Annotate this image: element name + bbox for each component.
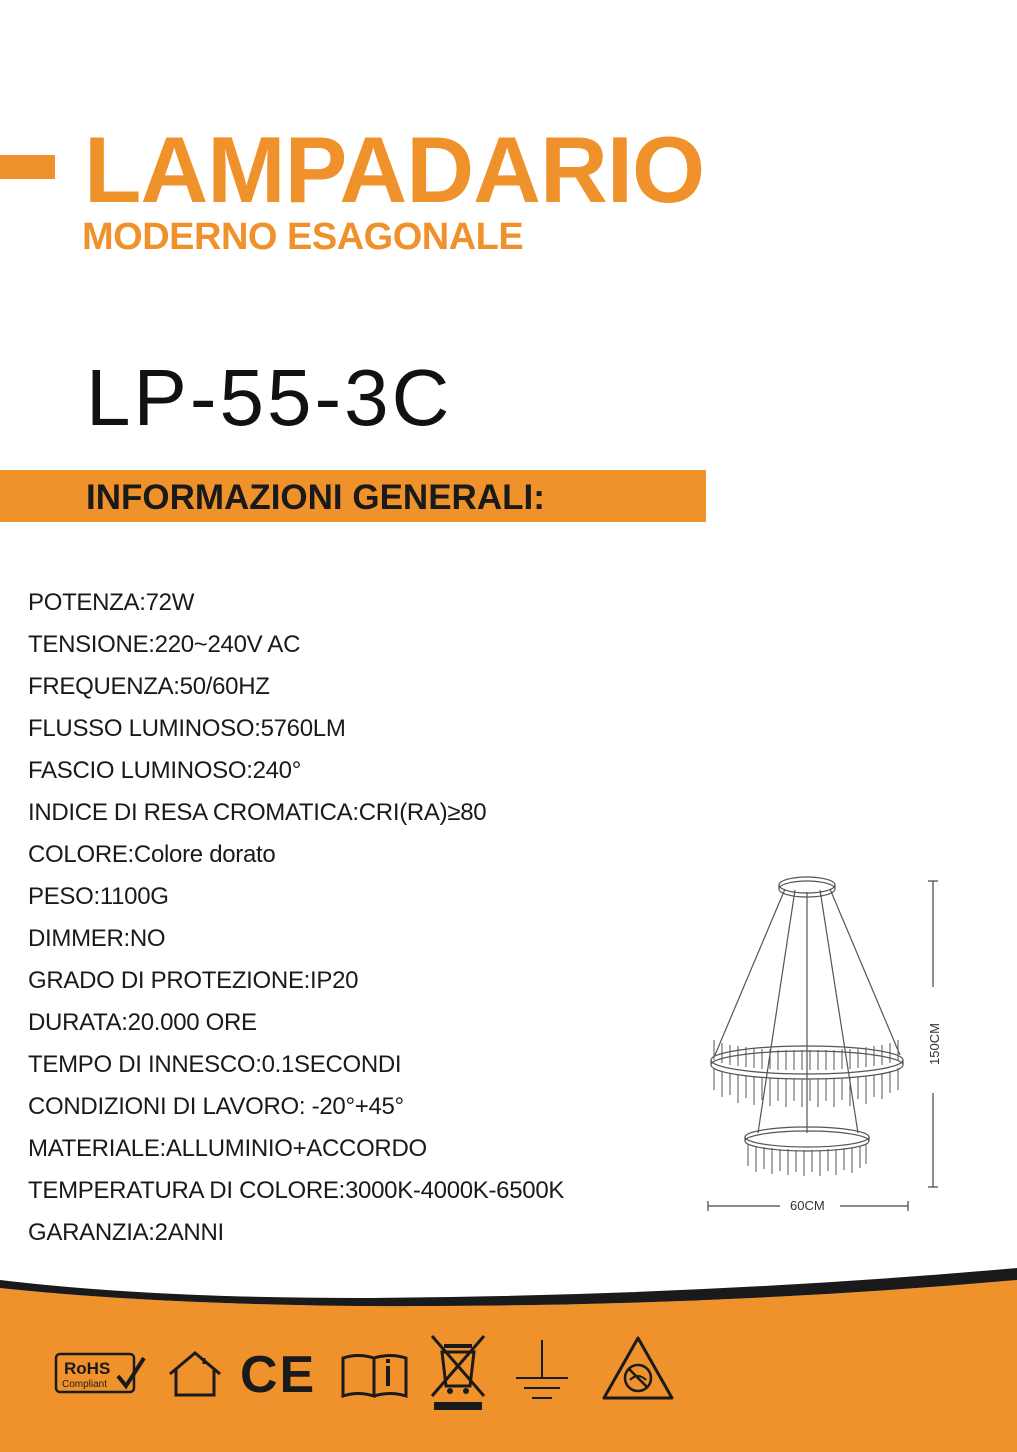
spec-item: DURATA:20.000 ORE <box>28 1009 257 1036</box>
footer-band <box>0 1260 1017 1452</box>
ground-icon <box>514 1338 570 1402</box>
no-insulation-cover-icon <box>600 1334 676 1402</box>
spec-item: MATERIALE:ALLUMINIO+ACCORDO <box>28 1135 427 1162</box>
spec-item: FLUSSO LUMINOSO:5760LM <box>28 715 346 742</box>
spec-item: POTENZA:72W <box>28 589 195 616</box>
spec-item: TENSIONE:220~240V AC <box>28 631 301 658</box>
ce-label: CE <box>240 1346 316 1398</box>
page-title: LAMPADARIO <box>84 117 705 222</box>
spec-item: FREQUENZA:50/60HZ <box>28 673 270 700</box>
spec-item: COLORE:Colore dorato <box>28 841 276 868</box>
spec-item: CONDIZIONI DI LAVORO: -20°+45° <box>28 1093 404 1120</box>
page-subtitle: MODERNO ESAGONALE <box>82 216 524 258</box>
width-dimension: 60CM <box>790 1198 825 1213</box>
chandelier-drawing <box>700 865 945 1225</box>
rohs-label: RoHS <box>64 1359 111 1378</box>
section-title: INFORMAZIONI GENERALI: <box>86 478 545 517</box>
spec-item: GRADO DI PROTEZIONE:IP20 <box>28 967 359 994</box>
rohs-sub-label: Compliant <box>62 1379 108 1390</box>
spec-list <box>28 582 564 1254</box>
ce-mark-icon <box>240 1346 316 1398</box>
read-manual-icon <box>340 1350 410 1398</box>
spec-item: INDICE DI RESA CROMATICA:CRI(RA)≥80 <box>28 799 487 826</box>
spec-item: DIMMER:NO <box>28 925 166 952</box>
spec-item: FASCIO LUMINOSO:240° <box>28 757 302 784</box>
spec-item: GARANZIA:2ANNI <box>28 1219 224 1246</box>
indoor-use-icon <box>166 1350 224 1398</box>
weee-bin-icon <box>430 1334 486 1414</box>
rohs-icon <box>54 1352 146 1396</box>
spec-item: TEMPERATURA DI COLORE:3000K-4000K-6500K <box>28 1177 565 1204</box>
spec-item: PESO:1100G <box>28 883 169 910</box>
spec-item: TEMPO DI INNESCO:0.1SECONDI <box>28 1051 402 1078</box>
model-number: LP-55-3C <box>86 353 453 442</box>
accent-dash <box>0 155 55 179</box>
height-dimension: 150CM <box>927 1023 942 1065</box>
